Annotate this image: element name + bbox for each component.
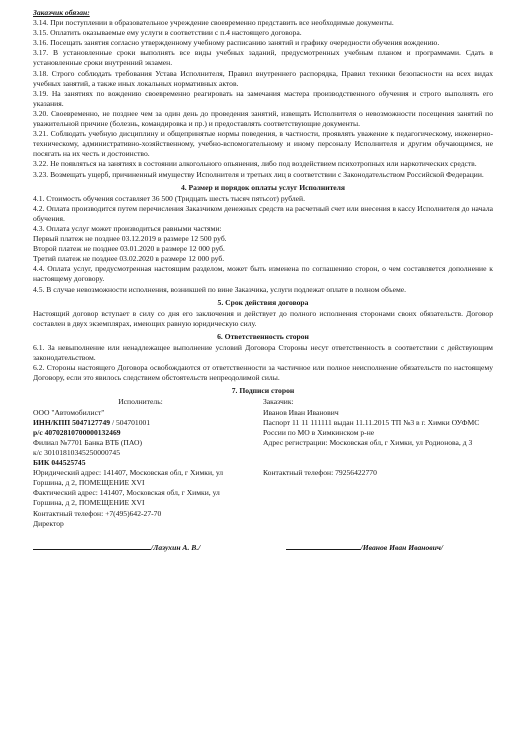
clause-3-23: 3.23. Возмещать ущерб, причиненный имуществу Исполнителя и третьих лиц в соответствии с Законодательством Российской Федерации. bbox=[33, 169, 484, 179]
executor-signature-line bbox=[33, 541, 151, 550]
customer-passport: Паспорт 11 11 111111 выдан 11.11.2015 ТП №3 в г. Химки ОУФМС России по МО в Химкинском р-не bbox=[263, 417, 480, 437]
executor-account: р/с 40702810700000132469 bbox=[33, 427, 121, 437]
executor-phone: Контактный телефон: +7(495)642-27-70 bbox=[33, 508, 162, 518]
executor-signature bbox=[33, 541, 200, 553]
customer-phone: Контактный телефон: 79256422770 bbox=[263, 467, 377, 477]
section-6-body bbox=[33, 343, 493, 383]
clause-3-19: 3.19. На занятиях по вождению своевременно реагировать на замечания мастера производственного обучения и строго выполнять его указания. bbox=[33, 88, 493, 108]
section-7-title: 7. Подписи сторон bbox=[231, 386, 295, 396]
executor-inn-label: ИНН/КПП bbox=[33, 417, 71, 427]
clause-3-15: 3.15. Оплатить оказываемые ему услуги в соответствии с п.4 настоящего договора. bbox=[33, 28, 302, 38]
section-6-title: 6. Ответственность сторон bbox=[217, 331, 309, 341]
executor-inn-row bbox=[33, 418, 248, 428]
payment-3: Третий платеж не позднее 03.02.2020 в размере 12 000 руб. bbox=[33, 254, 225, 264]
executor-corr-account: к/с 30101810345250000745 bbox=[33, 447, 121, 457]
section-4-body bbox=[33, 194, 493, 295]
clause-3-18: 3.18. Строго соблюдать требования Устава Исполнителя, Правил внутреннего распорядка, Правил техники безопасности на всех видах учебных занятий, а также иных локальных нормативных актов. bbox=[33, 68, 493, 88]
customer-obligations-heading: Заказчик обязан: bbox=[33, 8, 90, 17]
executor-bank-branch: Филиал №7701 Банка ВТБ (ПАО) bbox=[33, 437, 143, 447]
payment-1: Первый платеж не позднее 03.12.2019 в размере 12 500 руб. bbox=[33, 234, 227, 244]
executor-details bbox=[33, 397, 248, 528]
executor-kpp: / 504701001 bbox=[111, 417, 151, 427]
executor-signature-name: /Лазухин А. В./ bbox=[151, 542, 201, 552]
clause-4-4: 4.4. Оплата услуг, предусмотренная настоящим разделом, может быть изменена по соглашению сторон, о чем составляется дополнение к настоящему договору. bbox=[33, 264, 493, 284]
clause-3-17: 3.17. В установленные сроки выполнять все виды учебных заданий, предусмотренных учебным планом и программами. Сдать в установленные сроки внутренний экзамен. bbox=[33, 48, 493, 68]
executor-bik: БИК 044525745 bbox=[33, 458, 86, 468]
customer-label: Заказчик: bbox=[263, 397, 294, 407]
clause-4-2: 4.2. Оплата производится путем перечисления Заказчиком денежных средств на расчетный счет или внесения в кассу Исполнителя до начала обучения. bbox=[33, 203, 493, 223]
clause-6-2: 6.2. Стороны настоящего Договора освобождаются от ответственности за частичное или полное неисполнение обязательств по настоящему Договору, если это явилось следствием обстоятельств непреодолимой силы. bbox=[33, 363, 493, 383]
customer-details bbox=[263, 397, 493, 528]
customer-address: Адрес регистрации: Московская обл, г Химки, ул Родионова, д 3 bbox=[263, 437, 473, 447]
section-5-text: Настоящий договор вступает в силу со дня его заключения и действует до полного исполнения сторонами своих обязательств. Договор составлен в двух экземплярах, имеющих равную юридическую силу. bbox=[33, 308, 493, 328]
clause-3-14: 3.14. При поступлении в образовательное учреждение своевременно представить все необходимые документы. bbox=[33, 18, 394, 28]
clause-4-3: 4.3. Оплата услуг может производиться равными частями: bbox=[33, 223, 222, 233]
customer-name: Иванов Иван Иванович bbox=[263, 407, 339, 417]
section-4-title: 4. Размер и порядок оплаты услуг Исполнителя bbox=[180, 182, 346, 192]
section-5-title: 5. Срок действия договора bbox=[217, 297, 309, 307]
executor-inn: 5047127749 bbox=[72, 417, 111, 427]
signature-lines bbox=[33, 541, 493, 553]
customer-signature bbox=[286, 541, 443, 553]
customer-signature-name: /Иванов Иван Иванович/ bbox=[360, 542, 443, 552]
executor-actual-address: Фактический адрес: 141407, Московская обл, г Химки, ул Горшина, д 2, ПОМЕЩЕНИЕ XVI bbox=[33, 488, 220, 508]
clause-3-16: 3.16. Посещать занятия согласно утвержденному учебному расписанию занятий и графику очередности обучения вождению. bbox=[33, 38, 440, 48]
clause-4-5: 4.5. В случае невозможности исполнения, возникшей по вине Заказчика, услуги подлежат оплате в полном объеме. bbox=[33, 284, 407, 294]
executor-name: ООО "Автомобилист" bbox=[33, 407, 105, 417]
customer-obligations-list bbox=[33, 18, 493, 180]
clause-4-1: 4.1. Стоимость обучения составляет 36 500 (Тридцать шесть тысяч пятьсот) рублей. bbox=[33, 193, 306, 203]
payment-2: Второй платеж не позднее 03.01.2020 в размере 12 000 руб. bbox=[33, 244, 225, 254]
clause-3-20: 3.20. Своевременно, не позднее чем за один день до проведения занятий, извещать Исполнителя о невозможности посещения занятий по уважительной причине (болезнь, командировка и пр.) и предоставлять соответствующие документы. bbox=[33, 108, 493, 129]
executor-position: Директор bbox=[33, 518, 64, 528]
executor-legal-address: Юридический адрес: 141407, Московская обл, г Химки, ул Горшина, д 2, ПОМЕЩЕНИЕ XVI bbox=[33, 468, 224, 488]
customer-signature-line bbox=[286, 541, 361, 550]
clause-6-1: 6.1. За невыполнение или ненадлежащее выполнение условий Договора Стороны несут ответственность в соответствии с действующим законодательством. bbox=[33, 343, 493, 363]
executor-label: Исполнитель: bbox=[118, 397, 163, 407]
signatures-block bbox=[33, 397, 493, 528]
clause-3-22: 3.22. Не появляться на занятиях в состоянии алкогольного опьянения, либо под воздействием психотропных или наркотических средств. bbox=[33, 159, 477, 169]
clause-3-21: 3.21. Соблюдать учебную дисциплину и общепринятые нормы поведения, в частности, проявлять уважение к педагогическому, инженерно-техническому, административно-хозяйственному, учебно-вспомогательному и иному персоналу Исполнителя и другим обучающимся, не посягать на их честь и достоинство. bbox=[33, 129, 493, 159]
